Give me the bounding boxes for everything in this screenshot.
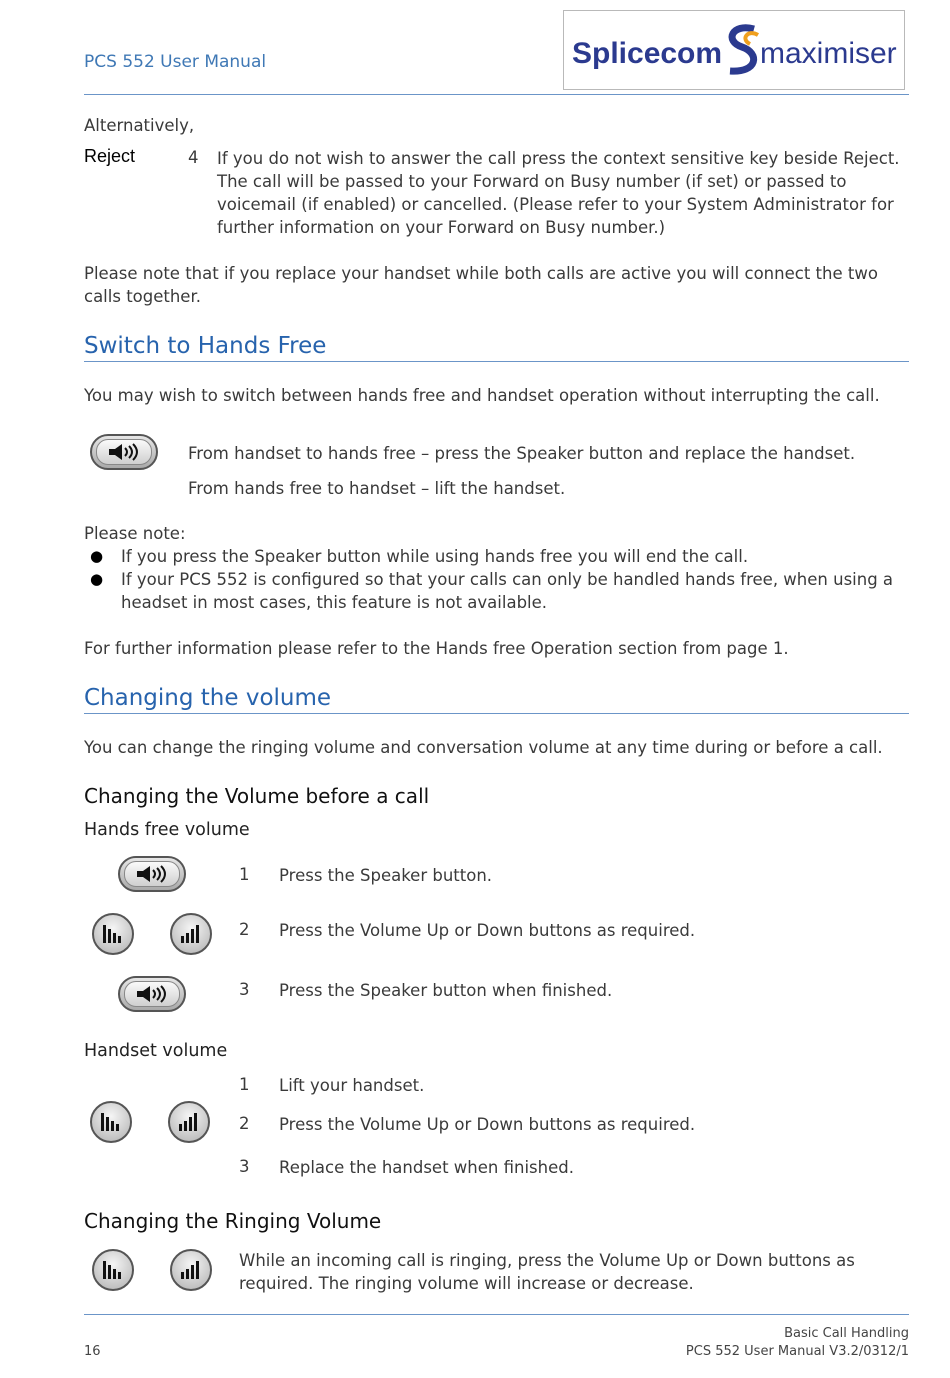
splicecom-maximiser-logo [563, 10, 905, 90]
list-item: ● If you press the Speaker button while using hands free you will end the call. [90, 547, 749, 566]
hands-free-intro: You may wish to switch between hands free and handset operation without interrupting the call. [84, 386, 880, 405]
speaker-button-icon [90, 434, 158, 470]
hs-step-text: Lift your handset. [279, 1076, 425, 1095]
further-info-text: For further information please refer to the Hands free Operation section from page 1. [84, 639, 789, 658]
footer-version: PCS 552 User Manual V3.2/0312/1 [685, 1344, 909, 1359]
hf-step-number: 3 [239, 980, 250, 999]
hs-step-text: Press the Volume Up or Down buttons as required. [279, 1115, 696, 1134]
reject-step-number: 4 [188, 148, 199, 167]
hf-step-text: Press the Volume Up or Down buttons as required. [279, 921, 696, 940]
speaker-button-icon [118, 856, 186, 892]
logo-text-left: Splicecom [572, 37, 723, 70]
header-rule [84, 94, 909, 95]
handset-to-hands-free-text: From handset to hands free – press the Speaker button and replace the handset. [188, 444, 856, 463]
ringing-volume-text: While an incoming call is ringing, press the Volume Up or Down buttons as required. The ringing volume will increase or decrease. [239, 1251, 855, 1293]
speaker-button-icon [118, 976, 186, 1012]
hands-free-rule [84, 361, 909, 362]
header-title: PCS 552 User Manual [84, 52, 267, 72]
volume-up-icon [170, 1249, 212, 1291]
page-number: 16 [84, 1344, 101, 1359]
hs-step-text: Replace the handset when finished. [279, 1158, 574, 1177]
handset-note: Please note that if you replace your handset while both calls are active you will connect the two calls together. [84, 264, 878, 306]
hs-step-number: 1 [239, 1075, 250, 1094]
volume-up-icon [168, 1101, 210, 1143]
hf-step-text: Press the Speaker button when finished. [279, 981, 613, 1000]
hf-step-number: 2 [239, 920, 250, 939]
hf-step-text: Press the Speaker button. [279, 866, 493, 885]
volume-up-icon [170, 913, 212, 955]
alternatively-text: Alternatively, [84, 116, 195, 135]
reject-label: Reject [84, 146, 136, 166]
logo-text-right: maximiser [760, 37, 897, 70]
please-note-list [84, 545, 906, 614]
ringing-volume-heading: Changing the Ringing Volume [84, 1209, 382, 1233]
volume-down-icon [90, 1101, 132, 1143]
hands-free-to-handset-text: From hands free to handset – lift the handset. [188, 479, 566, 498]
handset-volume-heading: Handset volume [84, 1041, 228, 1061]
please-note-label: Please note: [84, 524, 186, 543]
hs-step-number: 3 [239, 1157, 250, 1176]
hands-free-heading: Switch to Hands Free [84, 333, 327, 359]
volume-intro: You can change the ringing volume and conversation volume at any time during or before a call. [84, 738, 883, 757]
volume-before-call-heading: Changing the Volume before a call [84, 784, 430, 808]
hs-step-number: 2 [239, 1114, 250, 1133]
footer-section: Basic Call Handling [784, 1326, 909, 1341]
volume-rule [84, 713, 909, 714]
reject-step-text: If you do not wish to answer the call press the context sensitive key beside Reject. The call will be passed to your Forward on Busy number (if set) or passed to voicemail (if enabled) or cancelled. (Please refer to your System Administrator for further information on your Forward on Busy number.) [217, 149, 900, 237]
volume-down-icon [92, 1249, 134, 1291]
footer-rule [84, 1314, 909, 1315]
volume-heading: Changing the volume [84, 685, 332, 711]
volume-down-icon [92, 913, 134, 955]
list-item: ● If your PCS 552 is configured so that your calls can only be handled hands free, when using a headset in most cases, this feature is not available. [90, 570, 894, 612]
hf-step-number: 1 [239, 865, 250, 884]
hands-free-volume-heading: Hands free volume [84, 820, 250, 840]
